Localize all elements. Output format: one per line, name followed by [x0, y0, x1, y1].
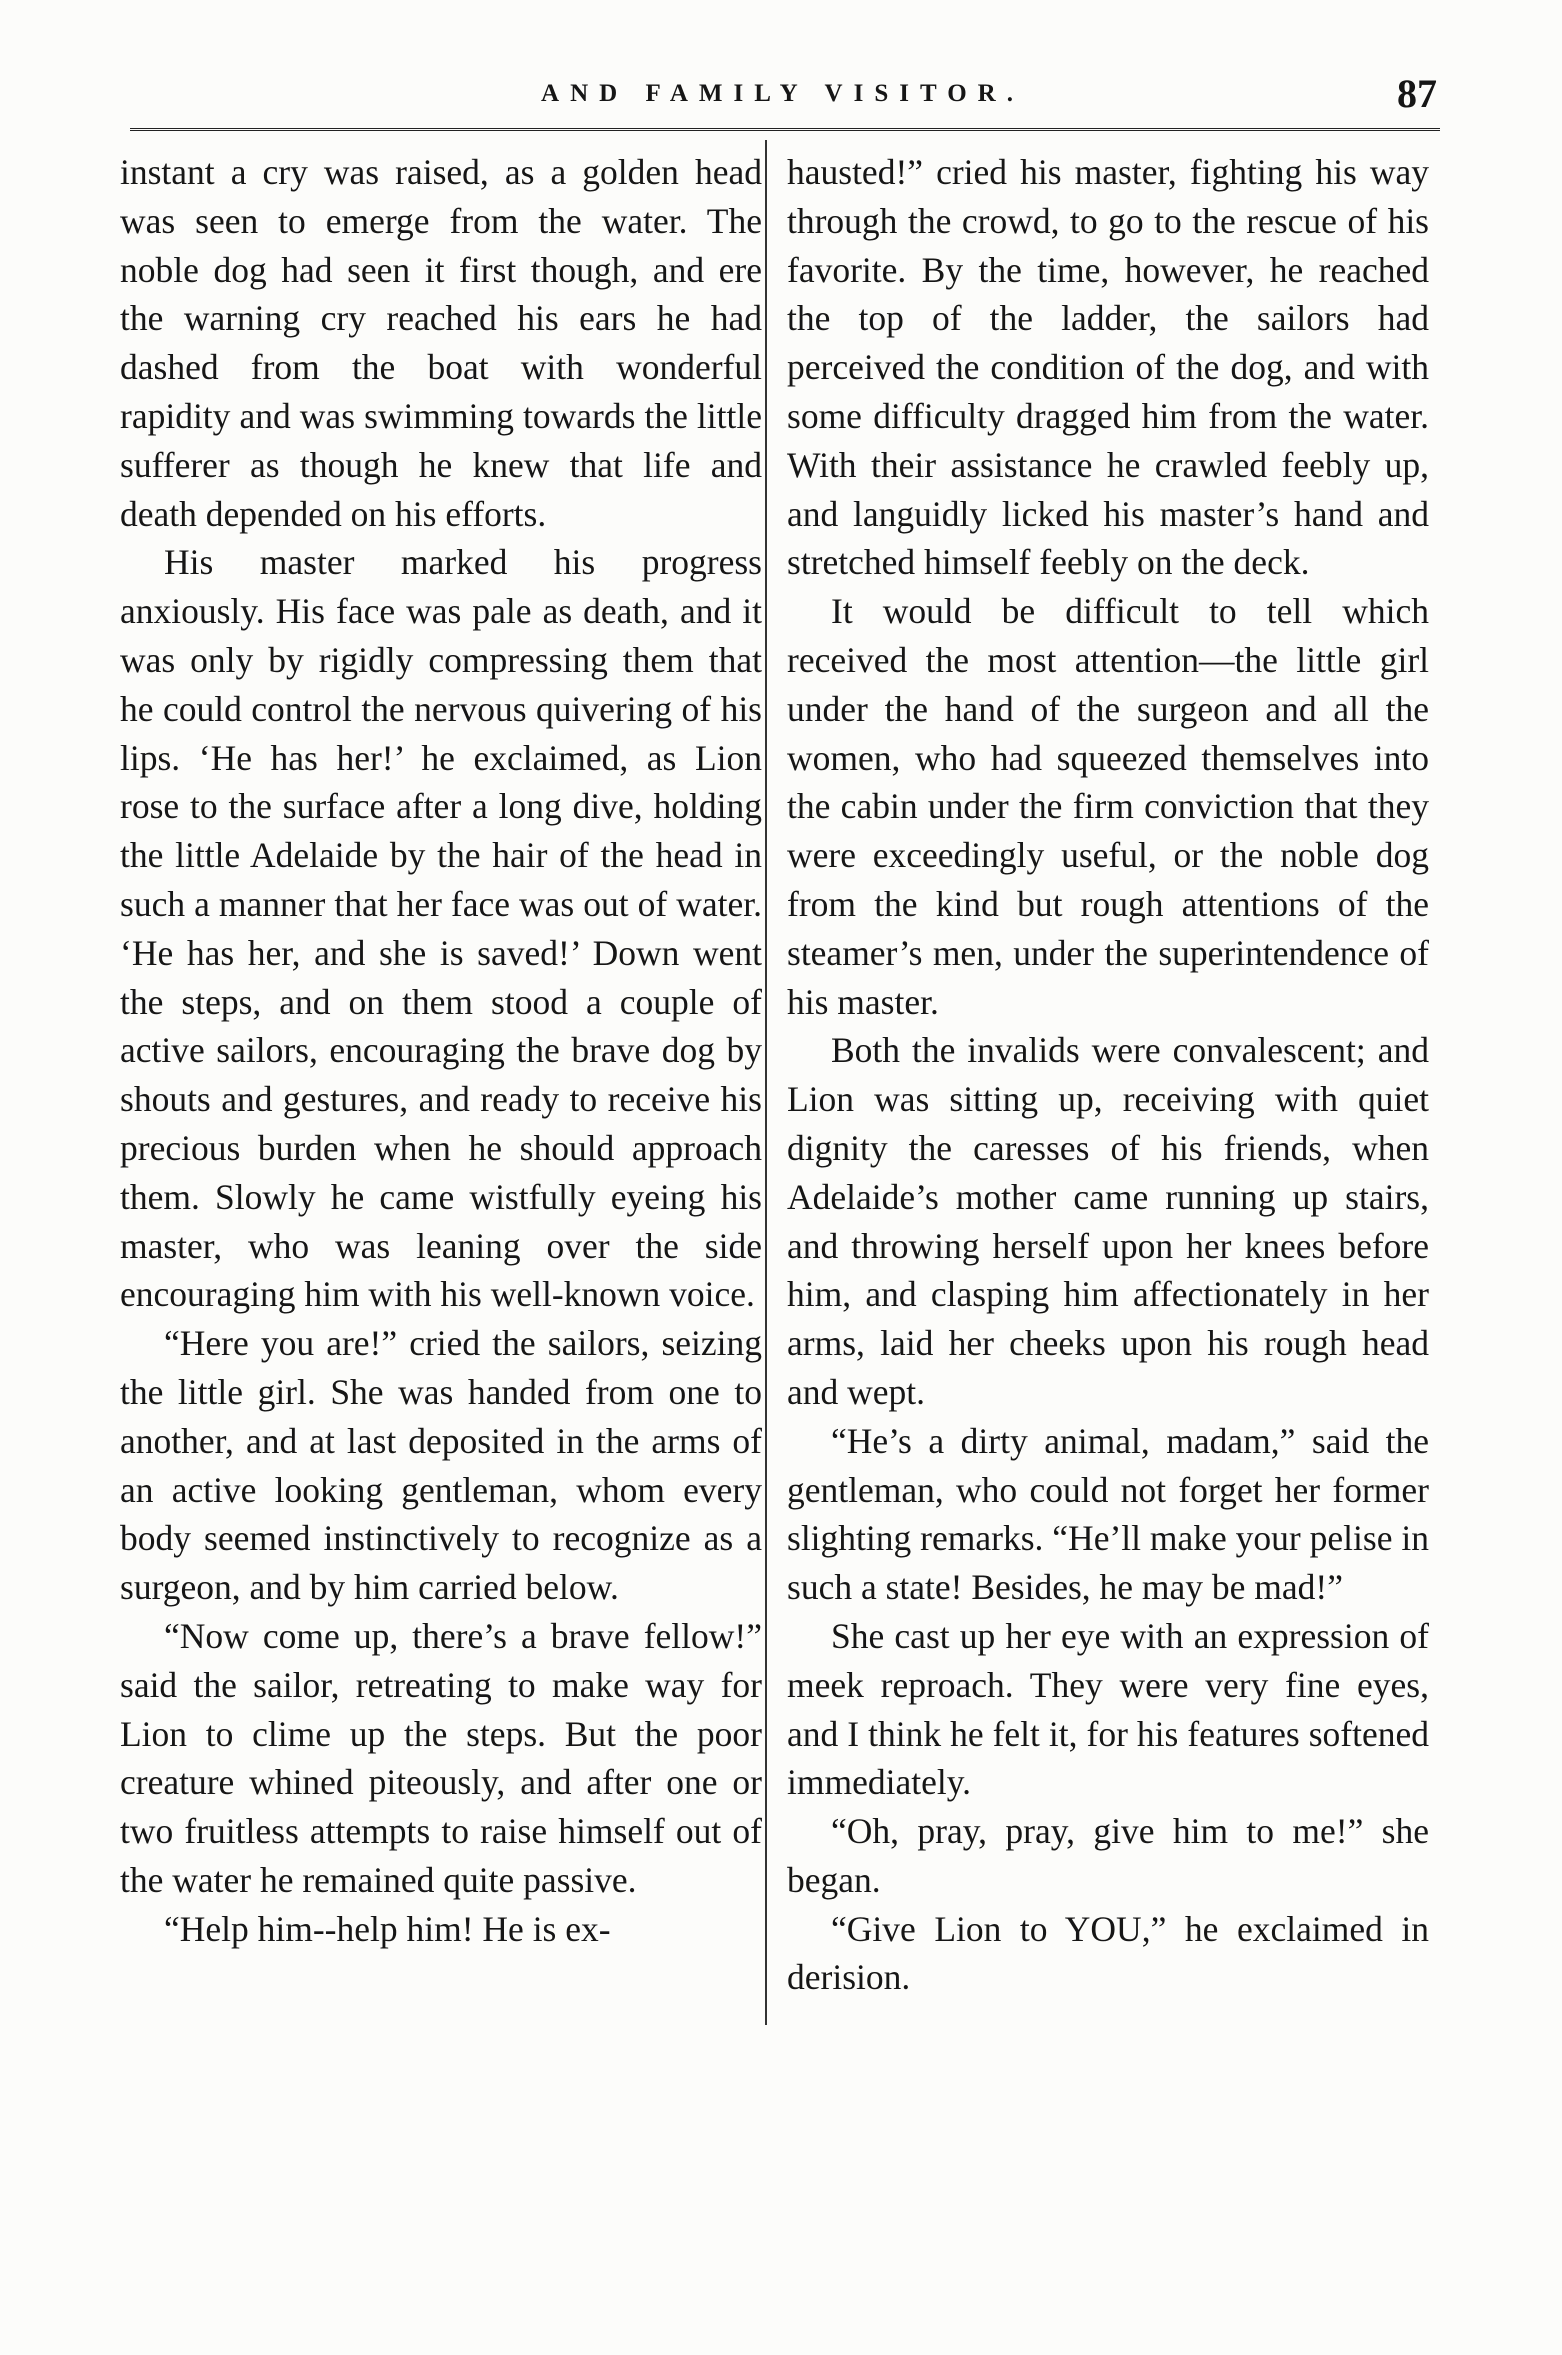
- column-divider: [765, 140, 767, 2025]
- left-column: [120, 148, 762, 1953]
- paragraph: “Now come up, there’s a brave fellow!” said the sailor, retreating to make way for Lion to clime up the steps. But the poor creature whined piteously, and after one or two fruitless attempts to raise himself out of the water he remained quite passive.: [120, 1615, 762, 1900]
- running-title: AND FAMILY VISITOR.: [541, 80, 1024, 107]
- paragraph: Both the invalids were convalescent; and Lion was sitting up, receiving with quiet dignity the caresses of his friends, when Adelaide’s mother came running up stairs, and throwing herself upon her knees before him, and clasping him affectionately in her arms, laid her cheeks upon his rough head and wept.: [787, 1030, 1429, 1412]
- paragraph: “Help him--help him! He is ex-: [164, 1908, 611, 1949]
- paragraph: His master marked his progress anxiously. His face was pale as death, and it was only by rigidly compressing them that he could control the nervous quivering of his lips. ‘He has her!’ he exclaimed, as Lion rose to the surface after a long dive, holding the little Adelaide by the hair of the head in such a manner that her face was out of water. ‘He has her, and she is saved!’ Down went the steps, and on them stood a couple of active sailors, encouraging the brave dog by shouts and gestures, and ready to receive his precious burden when he should approach them. Slowly he came wistfully eyeing his master, who was leaning over the side encouraging him with his well-known voice.: [120, 542, 762, 1315]
- page-number: 87: [1397, 71, 1437, 116]
- paragraph: It would be difficult to tell which received the most attention—the little girl under the hand of the surgeon and all the women, who had squeezed themselves into the cabin under the firm conviction that they were exceedingly useful, or the noble dog from the kind but rough attentions of the steamer’s men, under the superintendence of his master.: [787, 591, 1429, 1022]
- paragraph: She cast up her eye with an expression of meek reproach. They were very fine eyes, and I think he felt it, for his features softened immediately.: [787, 1615, 1429, 1803]
- paragraph: hausted!” cried his master, fighting his way through the crowd, to go to the rescue of his favorite. By the time, however, he reached the top of the ladder, the sailors had perceived the condition of the dog, and with some difficulty dragged him from the water. With their assistance he crawled feebly up, and languidly licked his master’s hand and stretched himself feebly on the deck.: [787, 152, 1429, 583]
- paragraph: “Oh, pray, pray, give him to me!” she began.: [787, 1811, 1429, 1900]
- page-header: [120, 70, 1445, 130]
- paragraph: “Give Lion to YOU,” he exclaimed in derision.: [787, 1908, 1429, 1998]
- paragraph: instant a cry was raised, as a golden head was seen to emerge from the water. The noble dog had seen it first though, and ere the warning cry reached his ears he had dashed from the boat with wonderful rapidity and was swimming towards the little sufferer as though he knew that life and death depended on his efforts.: [120, 152, 762, 534]
- right-column: [787, 148, 1429, 2002]
- paragraph: “He’s a dirty animal, madam,” said the gentleman, who could not forget her former slighting remarks. “He’ll make your pelise in such a state! Besides, he may be mad!”: [787, 1420, 1429, 1608]
- header-rule: [130, 128, 1440, 131]
- paragraph: “Here you are!” cried the sailors, seizing the little girl. She was handed from one to another, and at last deposited in the arms of an active looking gentleman, whom every body seemed instinctively to recognize as a surgeon, and by him carried below.: [120, 1323, 762, 1608]
